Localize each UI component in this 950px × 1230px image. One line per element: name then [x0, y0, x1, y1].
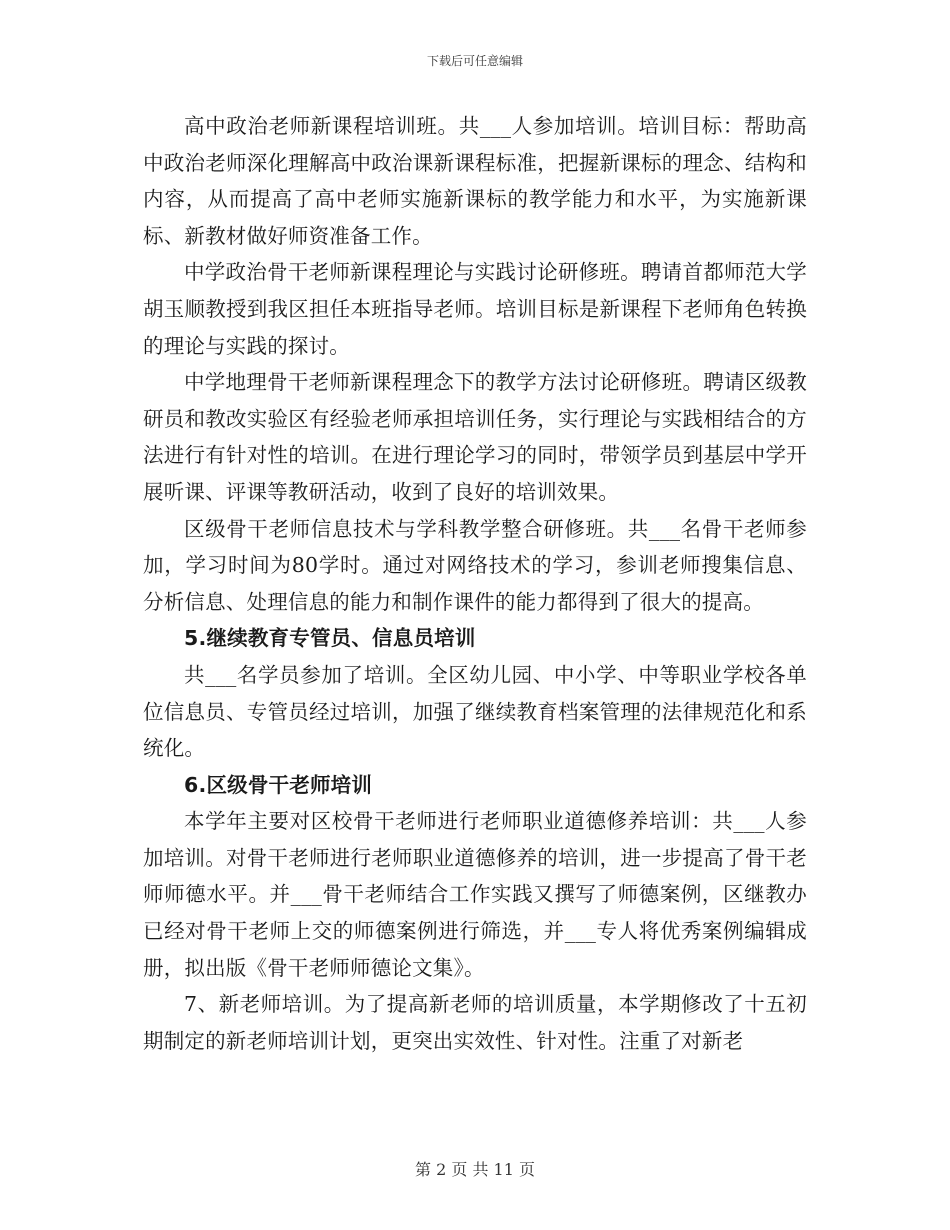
paragraph-info-staff-training: 共___名学员参加了培训。全区幼儿园、中小学、中等职业学校各单位信息员、专管员经过培训，加强了继续教育档案管理的法律规范化和系统化。: [143, 662, 807, 761]
document-body: [143, 108, 807, 1059]
paragraph-backbone-teacher-training: 本学年主要对区校骨干老师进行老师职业道德修养培训：共___人参加培训。对骨干老师进行老师职业道德修养的培训，进一步提高了骨干老师师德水平。并___骨干老师结合工作实践又撰写了师德案例，区继教办已经对骨干老师上交的师德案例进行筛选，并___专人将优秀案例编辑成册，拟出版《骨干老师师德论文集》。: [143, 809, 807, 980]
page-header-note: 下载后可任意编辑: [426, 54, 523, 68]
section-heading-5: 5.继续教育专管员、信息员培训: [184, 626, 476, 651]
section-heading-6: 6.区级骨干老师培训: [184, 772, 373, 797]
paragraph-geography-backbone-seminar: 中学地理骨干老师新课程理念下的教学方法讨论研修班。聘请区级教研员和教改实验区有经验老师承担培训任务，实行理论与实践相结合的方法进行有针对性的培训。在进行理论学习的同时，带领学员到基层中学开展听课、评课等教研活动，收到了良好的培训效果。: [143, 370, 807, 504]
paragraph-new-teacher-training: 7、新老师培训。为了提高新老师的培训质量，本学期修改了十五初期制定的新老师培训计划，更突出实效性、针对性。注重了对新老: [143, 992, 807, 1053]
paragraph-politics-teacher-training: 高中政治老师新课程培训班。共___人参加培训。培训目标：帮助高中政治老师深化理解高中政治课新课程标准，把握新课标的理念、结构和内容，从而提高了高中老师实施新课标的教学能力和水平，为实施新课标、新教材做好师资准备工作。: [143, 114, 807, 248]
page-number: 第 2 页 共 11 页: [415, 1160, 535, 1179]
paragraph-it-integration-seminar: 区级骨干老师信息技术与学科教学整合研修班。共___名骨干老师参加，学习时间为80学时。通过对网络技术的学习，参训老师搜集信息、分析信息、处理信息的能力和制作课件的能力都得到了很大的提高。: [143, 516, 807, 614]
paragraph-politics-backbone-seminar: 中学政治骨干老师新课程理论与实践讨论研修班。聘请首都师范大学胡玉顺教授到我区担任本班指导老师。培训目标是新课程下老师角色转换的理论与实践的探讨。: [143, 260, 807, 358]
